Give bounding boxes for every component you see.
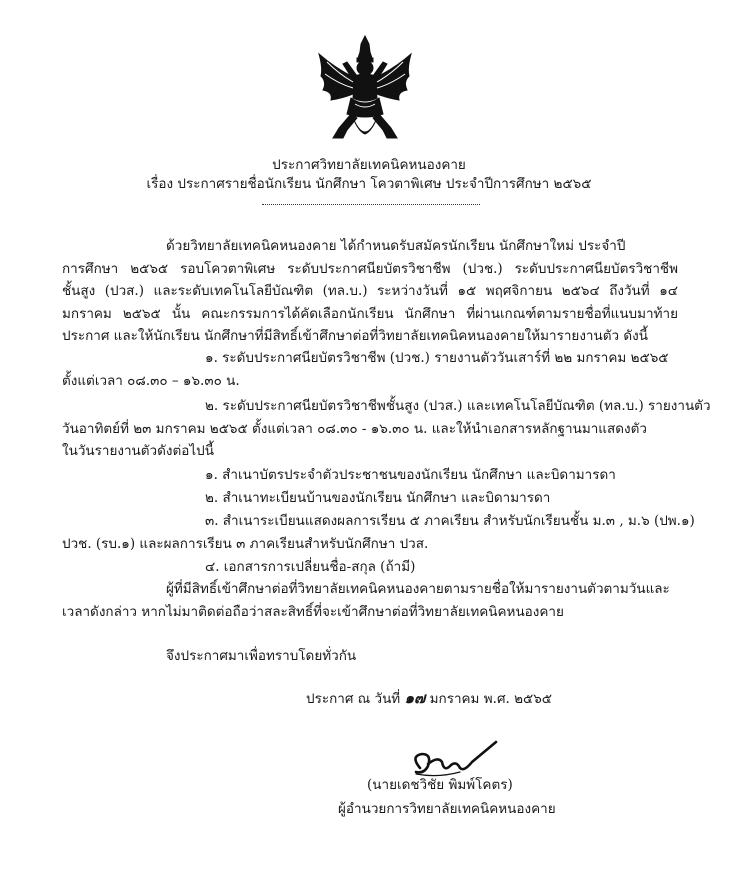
notice-paragraph xyxy=(62,578,678,623)
document-item-3-cont: ปวช. (รบ.๑) และผลการเรียน ๓ ภาคเรียนสำหรับนักศึกษา ปวส. xyxy=(62,536,429,552)
announcement-title: ประกาศวิทยาลัยเทคนิคหนองคาย xyxy=(272,157,466,173)
intro-line: ด้วยวิทยาลัยเทคนิคหนองคาย ได้กำหนดรับสมัครนักเรียน นักศึกษาใหม่ ประจำปี xyxy=(166,238,626,254)
date-prefix: ประกาศ ณ วันที่ xyxy=(306,691,401,707)
date-rest: มกราคม พ.ศ. ๒๕๖๕ xyxy=(429,691,552,707)
item-line: ตั้งแต่เวลา ๐๘.๓๐ – ๑๖.๓๐ น. xyxy=(62,372,240,389)
document-item-1: ๑. สำเนาบัตรประจำตัวประชาชนของนักเรียน นักศึกษา และบิดามารดา xyxy=(205,467,616,483)
document-item-3: ๓. สำเนาระเบียนแสดงผลการเรียน ๕ ภาคเรียน สำหรับนักเรียนชั้น ม.๓ , ม.๖ (ปพ.๑) xyxy=(205,513,695,529)
announcement-subject: เรื่อง ประกาศรายชื่อนักเรียน นักศึกษา โควตาพิเศษ ประจำปีการศึกษา ๒๕๖๕ xyxy=(146,176,592,192)
item-line: ๒. ระดับประกาศนียบัตรวิชาชีพชั้นสูง (ปวส.) และเทคโนโลยีบัณฑิต (ทล.บ.) รายงานตัว xyxy=(205,398,711,414)
closing-statement: จึงประกาศมาเพื่อทราบโดยทั่วกัน xyxy=(166,648,357,664)
schedule-item-2 xyxy=(62,395,711,463)
intro-line: การศึกษา ๒๕๖๕ รอบโควตาพิเศษ ระดับประกาศนียบัตรวิชาชีพ (ปวช.) ระดับประกาศนียบัตรวิชาชีพ xyxy=(62,260,678,277)
schedule-item-1 xyxy=(62,347,678,392)
notice-line: เวลาดังกล่าว หากไม่มาติดต่อถือว่าสละสิทธิ์ที่จะเข้าศึกษาต่อที่วิทยาลัยเทคนิคหนองคาย xyxy=(62,603,564,620)
intro-line: มกราคม ๒๕๖๕ นั้น คณะกรรมการได้คัดเลือกนักเรียน นักศึกษา ที่ผ่านเกณฑ์ตามรายชื่อที่แนบมาท้าย xyxy=(62,305,678,322)
intro-paragraph xyxy=(62,235,678,348)
item-line: ๑. ระดับประกาศนียบัตรวิชาชีพ (ปวช.) รายงานตัววันเสาร์ที่ ๒๒ มกราคม ๒๕๖๕ xyxy=(205,350,669,366)
garuda-emblem-icon xyxy=(313,34,417,148)
item-line: ในวันรายงานตัวดังต่อไปนี้ xyxy=(62,443,214,459)
document-item-4: ๔. เอกสารการเปลี่ยนชื่อ-สกุล (ถ้ามี) xyxy=(205,559,416,575)
date-day: ๑๗ xyxy=(404,689,426,707)
item-line: วันอาทิตย์ที่ ๒๓ มกราคม ๒๕๖๕ ตั้งแต่เวลา ๐๘.๓๐ - ๑๖.๓๐ น. และให้นำเอกสารหลักฐานมาแสดงตัว xyxy=(62,420,647,437)
intro-line: ชั้นสูง (ปวส.) และระดับเทคโนโลยีบัณฑิต (ทล.บ.) ระหว่างวันที่ ๑๕ พฤศจิกายน ๒๕๖๔ ถึงวันที่ ๑๔ xyxy=(62,283,678,299)
document-item-2: ๒. สำเนาทะเบียนบ้านของนักเรียน นักศึกษา และบิดามารดา xyxy=(205,490,551,506)
intro-line: ประกาศ และให้นักเรียน นักศึกษาที่มีสิทธิ์เข้าศึกษาต่อที่วิทยาลัยเทคนิคหนองคายให้มารายงานตัว ดังนี้ xyxy=(62,328,648,344)
announcement-date xyxy=(306,690,552,708)
notice-line: ผู้ที่มีสิทธิ์เข้าศึกษาต่อที่วิทยาลัยเทคนิคหนองคายตามรายชื่อให้มารายงานตัวตามวันและ xyxy=(166,581,670,597)
dotted-divider xyxy=(262,204,480,205)
signer-name: (นายเดชวิชัย พิมพ์โคตร) xyxy=(367,777,513,793)
signer-position: ผู้อำนวยการวิทยาลัยเทคนิคหนองคาย xyxy=(338,801,556,817)
